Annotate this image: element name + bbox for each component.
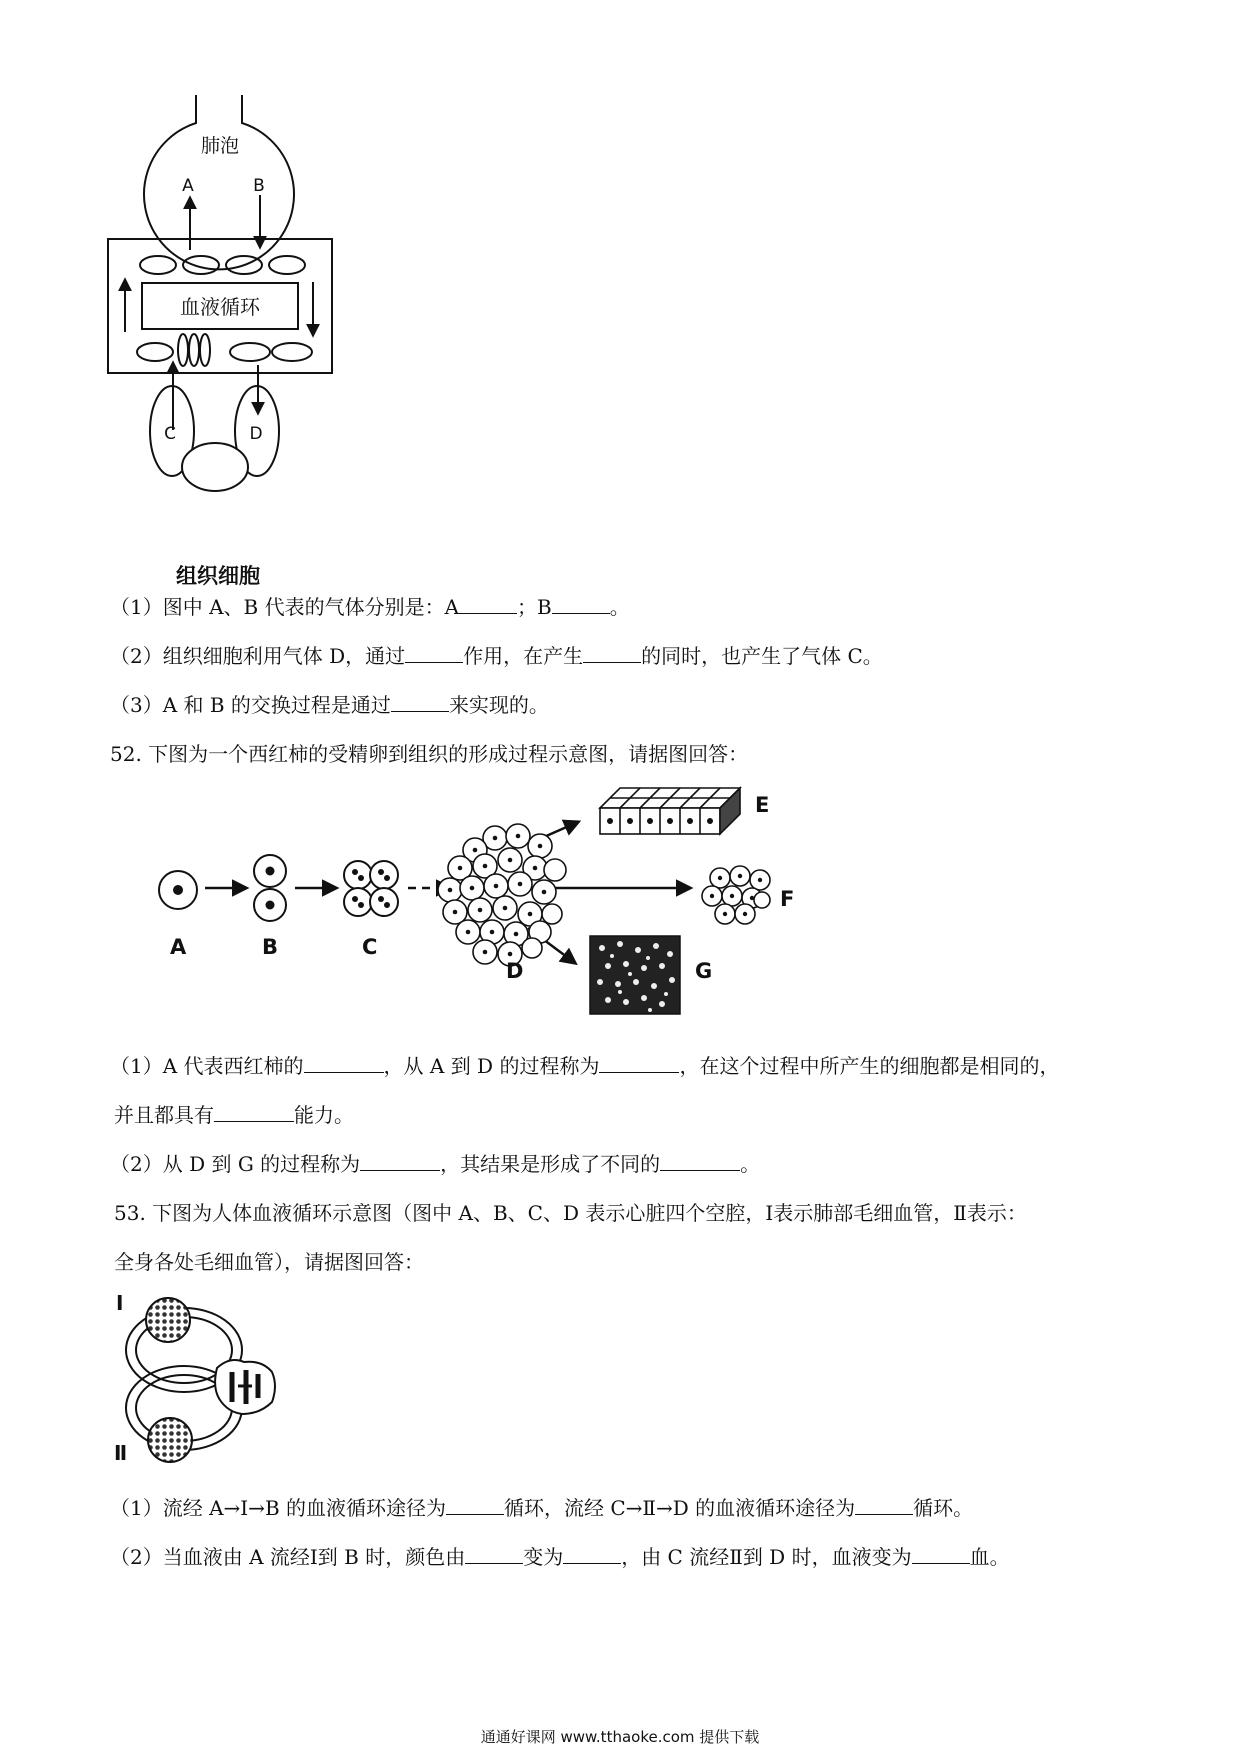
label-a: A <box>182 176 194 196</box>
label-b: B <box>262 935 279 959</box>
label-e: E <box>755 793 770 817</box>
label-ii: Ⅱ <box>114 1441 128 1465</box>
blood-circulation-label: 血液循环 <box>180 295 260 319</box>
q52-part2: （2）从 D 到 G 的过程称为 ，其结果是形成了不同的 。 <box>110 1152 761 1176</box>
answer-blank[interactable] <box>660 1152 740 1171</box>
q53-part2: （2）当血液由 A 流经Ⅰ到 B 时，颜色由 变为 ，由 C 流经Ⅱ到 D 时，血液变为 血。 <box>110 1545 1010 1569</box>
q51-part3: （3）A 和 B 的交换过程是通过 来实现的。 <box>110 693 549 717</box>
label-c: C <box>164 424 176 444</box>
answer-blank[interactable] <box>855 1496 913 1515</box>
q53-title-cont: 全身各处毛细血管），请据图回答： <box>114 1250 424 1274</box>
answer-blank[interactable] <box>459 595 517 614</box>
label-d: D <box>506 959 524 983</box>
q53-title: 53. 下图为人体血液循环示意图（图中 A、B、C、D 表示心脏四个空腔，Ⅰ表示肺部毛细血管，Ⅱ表示： <box>114 1201 1027 1225</box>
answer-blank[interactable] <box>304 1054 384 1073</box>
answer-blank[interactable] <box>360 1152 440 1171</box>
answer-blank[interactable] <box>563 1545 621 1564</box>
q51-part1: （1）图中 A、B 代表的气体分别是：A ；B 。 <box>110 595 630 619</box>
figure-gas-exchange <box>100 95 380 590</box>
label-b: B <box>253 176 265 196</box>
figure-blood-circulation <box>112 1290 292 1470</box>
label-g: G <box>695 959 713 983</box>
label-a: A <box>170 935 187 959</box>
answer-blank[interactable] <box>214 1103 294 1122</box>
answer-blank[interactable] <box>583 644 641 663</box>
answer-blank[interactable] <box>599 1054 679 1073</box>
answer-blank[interactable] <box>465 1545 523 1564</box>
label-f: F <box>780 887 795 911</box>
figure-cell-division <box>150 768 795 1018</box>
q52-title: 52. 下图为一个西红柿的受精卵到组织的形成过程示意图，请据图回答： <box>110 742 749 766</box>
answer-blank[interactable] <box>405 644 463 663</box>
q52-part1: （1）A 代表西红柿的 ，从 A 到 D 的过程称为 ，在这个过程中所产生的细胞都是相同的， <box>110 1054 1060 1078</box>
answer-blank[interactable] <box>446 1496 504 1515</box>
answer-blank[interactable] <box>552 595 610 614</box>
footer-text: 通通好课网 www.tthaoke.com 提供下载 <box>480 1728 760 1746</box>
q53-part1: （1）流经 A→Ⅰ→B 的血液循环途径为 循环，流经 C→Ⅱ→D 的血液循环途径为 循环。 <box>110 1496 974 1520</box>
label-d: D <box>249 424 263 444</box>
alveolus-label: 肺泡 <box>200 135 240 157</box>
q52-part1-cont: 并且都具有 能力。 <box>114 1103 354 1127</box>
label-i: Ⅰ <box>116 1291 124 1315</box>
label-c: C <box>362 935 378 959</box>
q51-part2: （2）组织细胞利用气体 D，通过 作用，在产生 的同时，也产生了气体 C。 <box>110 644 883 668</box>
tissue-cell-label: 组织细胞 <box>176 564 260 588</box>
answer-blank[interactable] <box>912 1545 970 1564</box>
answer-blank[interactable] <box>391 693 449 712</box>
